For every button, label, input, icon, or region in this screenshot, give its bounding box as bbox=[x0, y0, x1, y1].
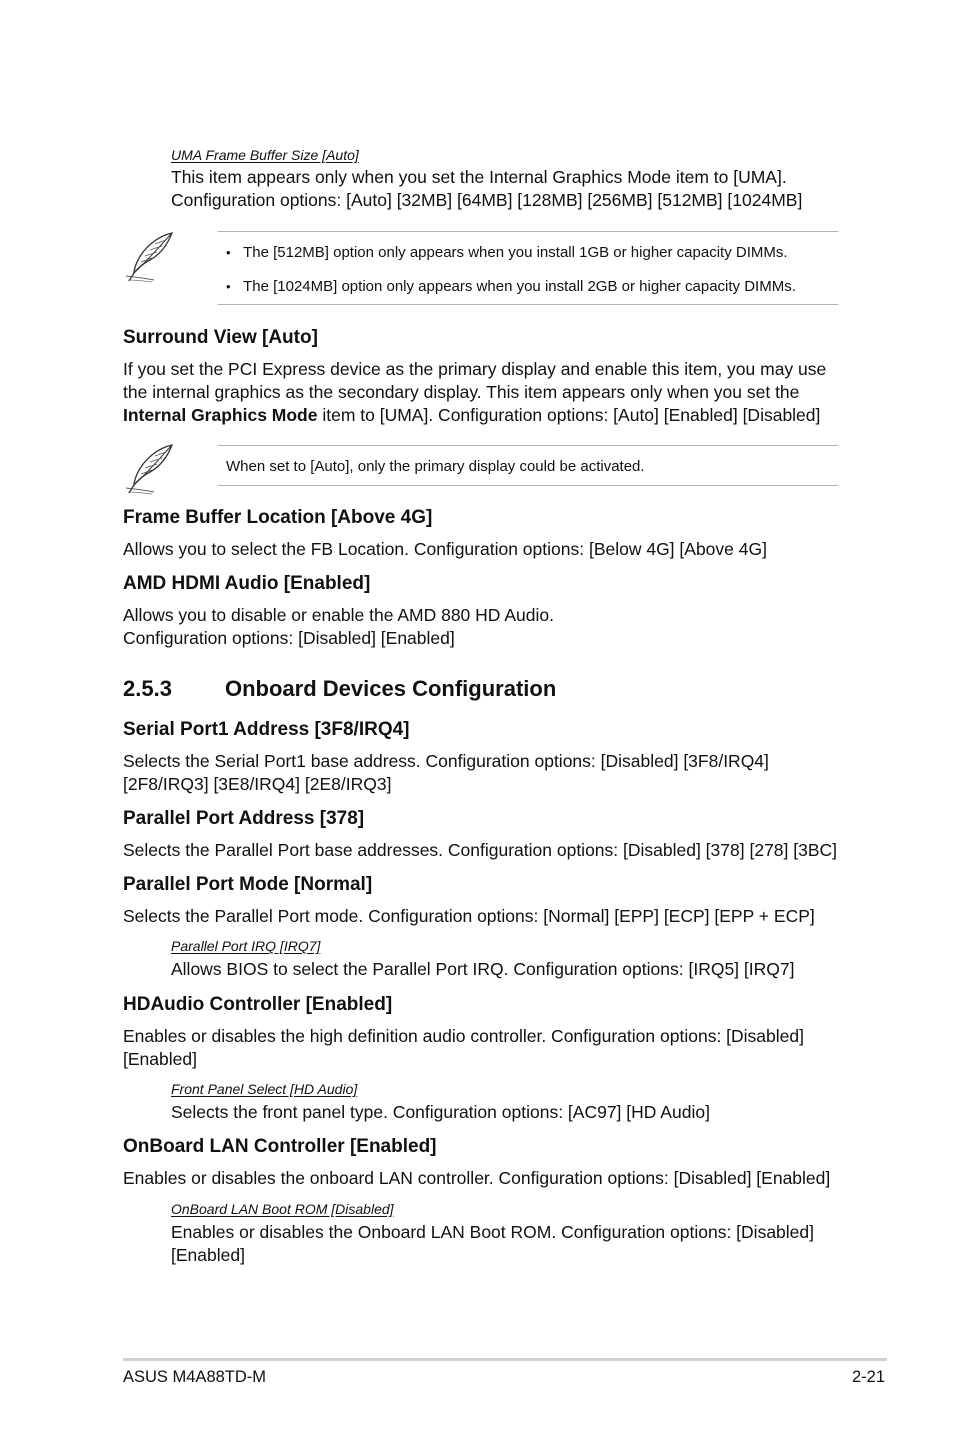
lan-boot-rom-heading: OnBoard LAN Boot ROM [Disabled] bbox=[171, 1201, 394, 1217]
surround-view-line3-rest: item to [UMA]. Configuration options: [Auto] [Enabled] [Disabled] bbox=[317, 405, 821, 425]
amd-hdmi-audio-heading: AMD HDMI Audio [Enabled] bbox=[123, 573, 371, 594]
note1-bottom-rule bbox=[218, 304, 838, 305]
front-panel-select-heading: Front Panel Select [HD Audio] bbox=[171, 1081, 358, 1097]
footer-product-name: ASUS M4A88TD-M bbox=[123, 1368, 267, 1386]
note1-top-rule bbox=[218, 231, 838, 232]
front-panel-select-line1: Selects the front panel type. Configuration options: [AC97] [HD Audio] bbox=[171, 1102, 710, 1122]
feather-pen-icon bbox=[122, 230, 178, 289]
note2-bottom-rule bbox=[218, 485, 838, 486]
amd-hdmi-audio-line2: Configuration options: [Disabled] [Enabled] bbox=[123, 628, 455, 648]
internal-graphics-mode-term: Internal Graphics Mode bbox=[123, 405, 318, 425]
note1-bullet-2-text: The [1024MB] option only appears when you install 2GB or higher capacity DIMMs. bbox=[243, 278, 796, 295]
frame-buffer-location-heading: Frame Buffer Location [Above 4G] bbox=[123, 507, 433, 528]
amd-hdmi-audio-line1: Allows you to disable or enable the AMD 880 HD Audio. bbox=[123, 605, 554, 625]
section-number: 2.5.3 bbox=[123, 676, 172, 701]
serial-port-line2: [2F8/IRQ3] [3E8/IRQ4] [2E8/IRQ3] bbox=[123, 774, 392, 794]
footer-page-number: 2-21 bbox=[852, 1368, 886, 1386]
surround-view-line3 bbox=[123, 404, 820, 427]
note2-top-rule bbox=[218, 445, 838, 446]
lan-boot-rom-line1: Enables or disables the Onboard LAN Boot ROM. Configuration options: [Disabled] bbox=[171, 1222, 814, 1242]
feather-pen-icon bbox=[122, 442, 178, 501]
surround-view-line2: the internal graphics as the secondary display. This item appears only when you set the bbox=[123, 382, 800, 402]
section-title: Onboard Devices Configuration bbox=[225, 676, 557, 701]
note2-text: When set to [Auto], only the primary display could be activated. bbox=[226, 458, 645, 475]
surround-view-line1: If you set the PCI Express device as the primary display and enable this item, you may use bbox=[123, 359, 827, 379]
uma-frame-buffer-heading: UMA Frame Buffer Size [Auto] bbox=[171, 147, 359, 163]
hdaudio-controller-heading: HDAudio Controller [Enabled] bbox=[123, 994, 393, 1015]
lan-controller-line1: Enables or disables the onboard LAN controller. Configuration options: [Disabled] [Enabled] bbox=[123, 1168, 831, 1188]
hdaudio-controller-line2: [Enabled] bbox=[123, 1049, 197, 1069]
note1-bullet-2: • The [1024MB] option only appears when you install 2GB or higher capacity DIMMs. bbox=[226, 278, 796, 295]
frame-buffer-location-line1: Allows you to select the FB Location. Configuration options: [Below 4G] [Above 4G] bbox=[123, 539, 767, 559]
parallel-port-mode-line1: Selects the Parallel Port mode. Configuration options: [Normal] [EPP] [ECP] [EPP + ECP] bbox=[123, 906, 815, 926]
note1-bullet-1-text: The [512MB] option only appears when you install 1GB or higher capacity DIMMs. bbox=[243, 244, 788, 261]
parallel-port-irq-line1: Allows BIOS to select the Parallel Port IRQ. Configuration options: [IRQ5] [IRQ7] bbox=[171, 959, 795, 979]
footer-rule bbox=[123, 1358, 887, 1361]
serial-port-heading: Serial Port1 Address [3F8/IRQ4] bbox=[123, 719, 410, 740]
serial-port-line1: Selects the Serial Port1 base address. Configuration options: [Disabled] [3F8/IRQ4] bbox=[123, 751, 769, 771]
lan-boot-rom-line2: [Enabled] bbox=[171, 1245, 245, 1265]
hdaudio-controller-line1: Enables or disables the high definition audio controller. Configuration options: [Disabled] bbox=[123, 1026, 804, 1046]
uma-frame-buffer-line2: Configuration options: [Auto] [32MB] [64MB] [128MB] [256MB] [512MB] [1024MB] bbox=[171, 190, 803, 210]
parallel-port-irq-heading: Parallel Port IRQ [IRQ7] bbox=[171, 938, 321, 954]
parallel-port-mode-heading: Parallel Port Mode [Normal] bbox=[123, 874, 373, 895]
note1-bullet-1: • The [512MB] option only appears when you install 1GB or higher capacity DIMMs. bbox=[226, 244, 788, 261]
surround-view-heading: Surround View [Auto] bbox=[123, 327, 318, 348]
lan-controller-heading: OnBoard LAN Controller [Enabled] bbox=[123, 1136, 437, 1157]
parallel-port-address-line1: Selects the Parallel Port base addresses. Configuration options: [Disabled] [378] [278] [3BC] bbox=[123, 840, 838, 860]
uma-frame-buffer-line1: This item appears only when you set the Internal Graphics Mode item to [UMA]. bbox=[171, 167, 787, 187]
parallel-port-address-heading: Parallel Port Address [378] bbox=[123, 808, 365, 829]
